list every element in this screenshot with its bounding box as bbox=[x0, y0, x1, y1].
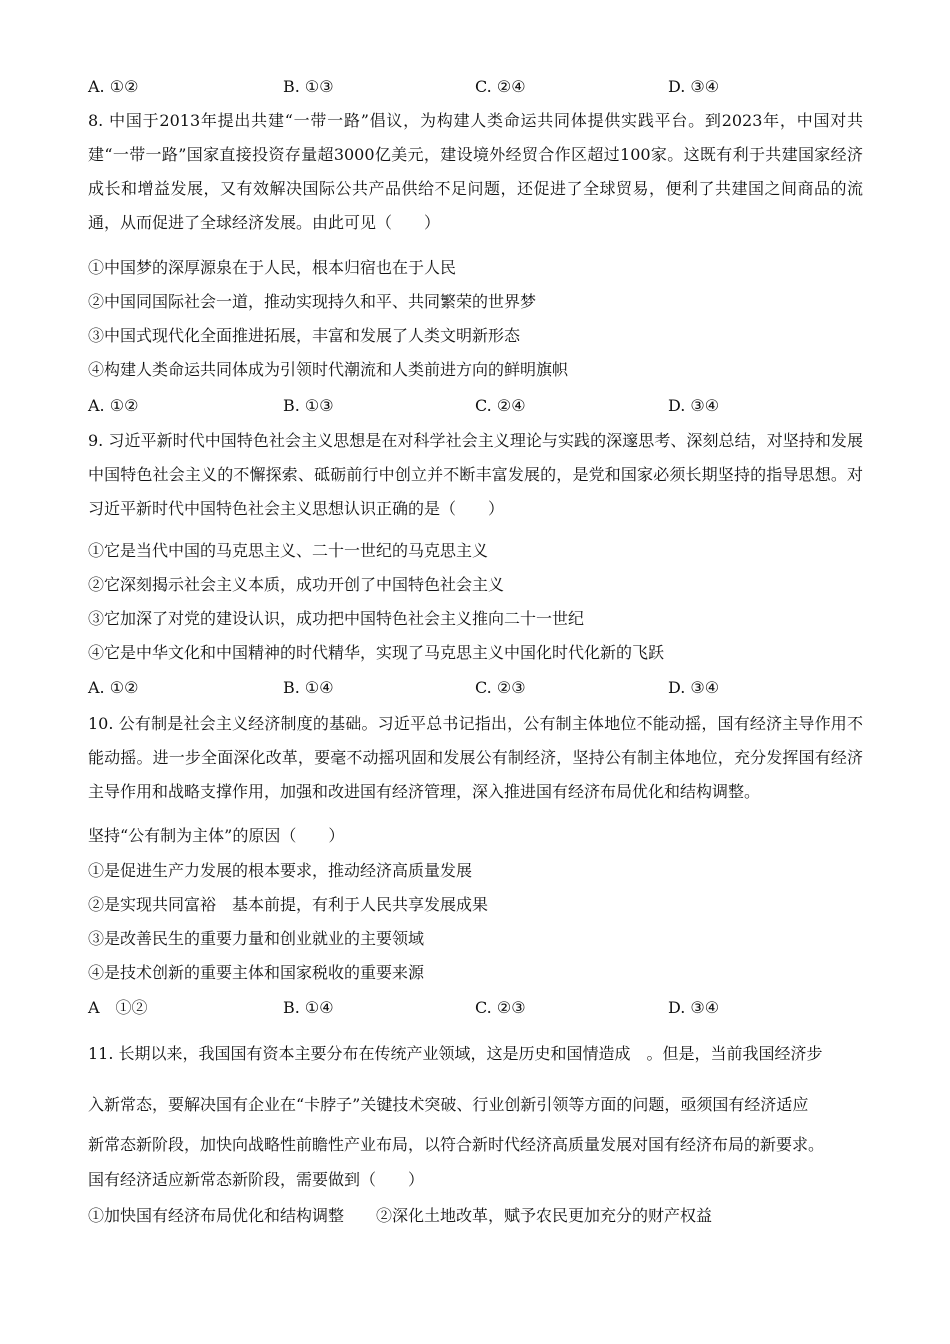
q8-option-a[interactable]: A. ①② bbox=[88, 396, 139, 415]
q9-option-d[interactable]: D. ③④ bbox=[668, 678, 720, 697]
q9-statement-4: ④它是中华文化和中国精神的时代精华，实现了马克思主义中国化时代化新的飞跃 bbox=[88, 643, 665, 662]
q10-option-a[interactable]: A ①② bbox=[88, 998, 148, 1017]
q8-option-b[interactable]: B. ①③ bbox=[283, 396, 334, 415]
q9-option-a[interactable]: A. ①② bbox=[88, 678, 139, 697]
q9-stem: 9. 习近平新时代中国特色社会主义思想是在对科学社会主义理论与实践的深邃思考、深刻总结，对坚持和发展中国特色社会主义的不懈探索、砥砺前行中创立并不断丰富发展的，是党和国家必须长期坚持的指导思想。对习近平新时代中国特色社会主义思想认识正确的是（ ） bbox=[88, 431, 863, 518]
q10-options bbox=[88, 997, 863, 1019]
q9-option-c[interactable]: C. ②③ bbox=[475, 678, 526, 697]
q10-statement-1: ①是促进生产力发展的根本要求，推动经济高质量发展 bbox=[88, 861, 473, 880]
q10-option-c[interactable]: C. ②③ bbox=[475, 998, 526, 1017]
q11-statements-1-2: ①加快国有经济布局优化和结构调整 ②深化土地改革，赋予农民更加充分的财产权益 bbox=[88, 1206, 713, 1225]
q11-stem-line-1: 11. 长期以来，我国国有资本主要分布在传统产业领域，这是历史和国情造成 。但是，当前我国经济步 bbox=[88, 1044, 823, 1063]
q8-statement-3: ③中国式现代化全面推进拓展，丰富和发展了人类文明新形态 bbox=[88, 326, 521, 345]
q11-stem-question: 国有经济适应新常态新阶段，需要做到（ ） bbox=[88, 1170, 425, 1189]
q8-stem: 8. 中国于2013年提出共建“一带一路”倡议，为构建人类命运共同体提供实践平台。到2023年，中国对共建“一带一路”国家直接投资存量超3000亿美元，建设境外经贸合作区超过100家。这既有利于共建国家经济成长和增益发展，又有效解决国际公共产品供给不足问题，还促进了全球贸易，便利了共建国之间商品的流通，从而促进了全球经济发展。由此可见（ ） bbox=[88, 111, 863, 232]
q7-option-a[interactable]: A. ①② bbox=[88, 77, 139, 96]
q10-statement-4: ④是技术创新的重要主体和国家税收的重要来源 bbox=[88, 963, 425, 982]
q10-option-b[interactable]: B. ①④ bbox=[283, 998, 334, 1017]
q7-option-d[interactable]: D. ③④ bbox=[668, 77, 720, 96]
q8-statement-4: ④构建人类命运共同体成为引领时代潮流和人类前进方向的鲜明旗帜 bbox=[88, 360, 569, 379]
q8-option-c[interactable]: C. ②④ bbox=[475, 396, 526, 415]
q9-statement-2: ②它深刻揭示社会主义本质，成功开创了中国特色社会主义 bbox=[88, 575, 505, 594]
q9-option-b[interactable]: B. ①④ bbox=[283, 678, 334, 697]
q7-option-c[interactable]: C. ②④ bbox=[475, 77, 526, 96]
q10-stem-question: 坚持“公有制为主体”的原因（ ） bbox=[88, 826, 345, 845]
q8-statement-2: ②中国同国际社会一道，推动实现持久和平、共同繁荣的世界梦 bbox=[88, 292, 537, 311]
q7-options bbox=[88, 76, 863, 98]
q11-stem-line-3: 新常态新阶段，加快向战略性前瞻性产业布局，以符合新时代经济高质量发展对国有经济布局的新要求。 bbox=[88, 1135, 825, 1154]
q7-option-b[interactable]: B. ①③ bbox=[283, 77, 334, 96]
q8-option-d[interactable]: D. ③④ bbox=[668, 396, 720, 415]
q10-statement-2: ②是实现共同富裕 基本前提，有利于人民共享发展成果 bbox=[88, 895, 489, 914]
q10-statement-3: ③是改善民生的重要力量和创业就业的主要领域 bbox=[88, 929, 425, 948]
q9-statement-1: ①它是当代中国的马克思主义、二十一世纪的马克思主义 bbox=[88, 541, 489, 560]
q8-statement-1: ①中国梦的深厚源泉在于人民，根本归宿也在于人民 bbox=[88, 258, 457, 277]
q11-stem-line-2: 入新常态，要解决国有企业在“卡脖子”关键技术突破、行业创新引领等方面的问题，亟须国有经济适应 bbox=[88, 1095, 809, 1114]
q9-statement-3: ③它加深了对党的建设认识，成功把中国特色社会主义推向二十一世纪 bbox=[88, 609, 585, 628]
q9-options bbox=[88, 677, 863, 699]
q10-option-d[interactable]: D. ③④ bbox=[668, 998, 720, 1017]
q10-stem: 10. 公有制是社会主义经济制度的基础。习近平总书记指出，公有制主体地位不能动摇，国有经济主导作用不能动摇。进一步全面深化改革，要毫不动摇巩固和发展公有制经济，坚持公有制主体地位，充分发挥国有经济主导作用和战略支撑作用，加强和改进国有经济管理，深入推进国有经济布局优化和结构调整。 bbox=[88, 714, 863, 801]
q8-options bbox=[88, 395, 863, 417]
